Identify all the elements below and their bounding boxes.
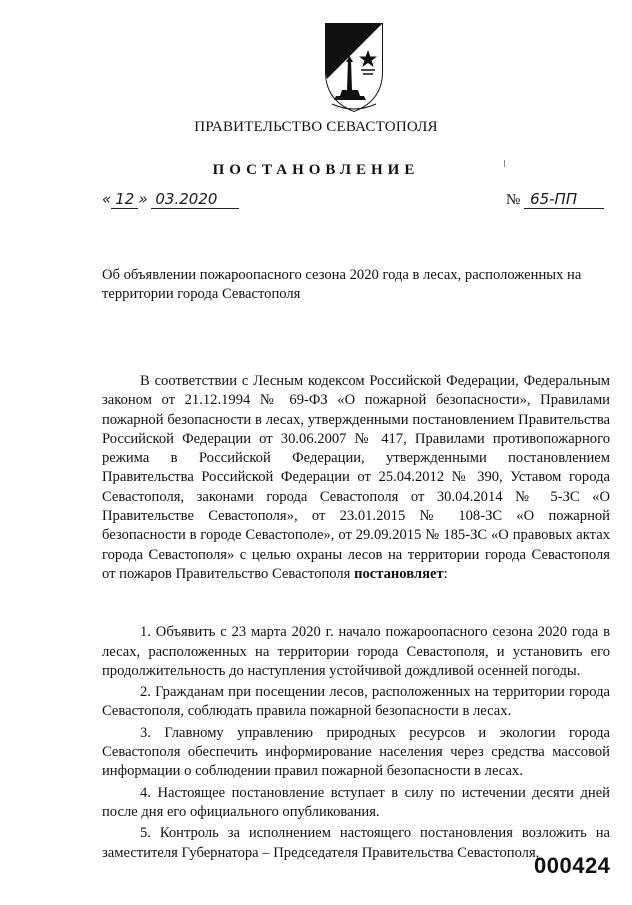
organization-name: ПРАВИТЕЛЬСТВО СЕВАСТОПОЛЯ [194,119,438,135]
date-open-quote: « [102,190,112,208]
number-sign: № [506,192,521,208]
list-item: 2. Гражданам при посещении лесов, расположенных на территории города Севастополя, соблюдать правила пожарной безопасности в лесах. [102,684,610,720]
date-day: 12 [111,190,138,209]
document-date [102,190,239,209]
document-title: ПОСТАНОВЛЕНИЕ [212,162,420,178]
document-body [102,372,610,863]
decree-colon: : [443,565,448,582]
date-month-year: 03.2020 [151,190,239,209]
sevastopol-coat-of-arms [318,20,390,114]
serial-number: 000424 [534,853,611,878]
document-number [506,190,604,209]
number-value: 65-ПП [524,190,604,209]
list-item: 4. Настоящее постановление вступает в силу по истечении десяти дней после дня его официального опубликования. [102,784,610,820]
list-item: 3. Главному управлению природных ресурсов и экологии города Севастополя обеспечить информирование населения через средства массовой информации о соблюдении правил пожарной безопасности в лесах. [102,724,610,780]
list-item: 5. Контроль за исполнением настоящего постановления возложить на заместителя Губернатора – Председателя Правительства Севастополя, [102,825,610,861]
date-close-quote: » [138,190,148,208]
preamble-text: В соответствии с Лесным кодексом Российской Федерации, Федеральным законом от 21.12.1994 № 69-ФЗ «О пожарной безопасности», Правилами пожарной безопасности в лесах, утвержденными постановлением Правительства Российской Федерации от 30.06.2007 № 417, Правилами противопожарного режима в Российской Федерации, утвержденными постановлением Правительства Российской Федерации от 25.04.2012 № 390, Уставом города Севастополя, законами города Севастополя от 30.04.2014 № 5-ЗС «О Правительстве Севастополя», от 23.01.2015 № 108-ЗС «О пожарной безопасности в городе Севастополе», от 29.09.2015 № 185-ЗС «О правовых актах города Севастополя» с целью охраны лесов на территории города Севастополя от пожаров Правительство Севастополя [102,373,610,582]
preamble-paragraph [102,372,610,584]
document-subject: Об объявлении пожароопасного сезона 2020 года в лесах, расположенных на территории города Севастополя [102,267,582,302]
list-item: 1. Объявить с 23 марта 2020 г. начало пожароопасного сезона 2020 года в лесах, расположенных на территории города Севастополя, и установить его продолжительность до наступления устойчивой дождливой осенней погоды. [102,624,610,679]
decree-word: постановляет [354,565,444,582]
